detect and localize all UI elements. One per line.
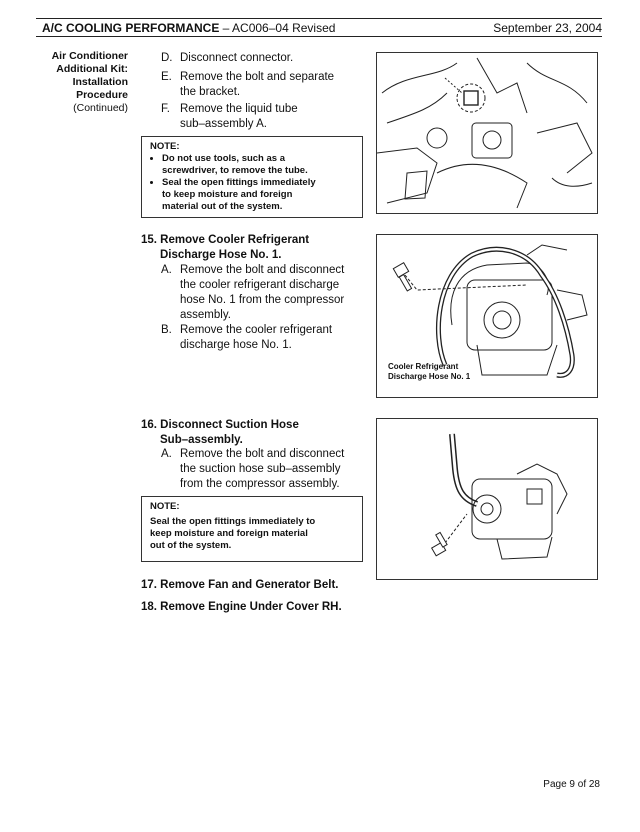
substep-letter: A. [161, 448, 172, 460]
substep-15a [161, 263, 376, 323]
note-box-tools [141, 136, 363, 218]
step-16-heading [141, 418, 371, 448]
note-box-seal [141, 496, 363, 562]
compressor-suction-illustration [377, 419, 597, 579]
substep-f [161, 102, 371, 132]
substep-text: Disconnect connector. [180, 52, 294, 64]
substep-text: the suction hose sub–assembly [180, 463, 341, 475]
document-title [42, 21, 335, 35]
sidebar-line: Procedure [76, 89, 128, 101]
substep-d [161, 51, 371, 66]
engine-bay-illustration [377, 53, 597, 213]
substep-letter: F. [161, 103, 170, 115]
title-bold: A/C COOLING PERFORMANCE [42, 21, 220, 35]
substep-text: hose No. 1 from the compressor [180, 294, 345, 306]
substep-letter: A. [161, 264, 172, 276]
substep-letter: B. [161, 324, 172, 336]
substep-text: Remove the bolt and separate [180, 71, 335, 83]
sidebar-line: Air Conditioner [51, 50, 128, 62]
substep-text: sub–assembly A. [180, 118, 267, 130]
substep-text: the bracket. [180, 86, 241, 98]
substep-text: Remove the liquid tube [180, 103, 298, 115]
step-title-line: 16. Disconnect Suction Hose [141, 419, 299, 431]
substep-text: Remove the cooler refrigerant [180, 324, 333, 336]
step-title-line: Discharge Hose No. 1. [160, 249, 282, 261]
substep-text: discharge hose No. 1. [180, 339, 292, 351]
substep-15b [161, 323, 376, 353]
substep-letter: E. [161, 71, 172, 83]
note-bullet: • Do not use tools, such as a screwdriver, to remove the tube. [162, 153, 354, 177]
sidebar-line: Additional Kit: [56, 63, 128, 75]
figure-discharge-hose [376, 234, 598, 398]
note-heading: NOTE: [150, 141, 180, 152]
sidebar-line: (Continued) [73, 102, 128, 114]
step-18-heading: 18. Remove Engine Under Cover RH. [141, 601, 342, 613]
page-number: Page 9 of 28 [543, 779, 600, 790]
note-bullet: • Seal the open fittings immediately to keep moisture and foreign material out of the system. [162, 177, 354, 213]
substep-text: from the compressor assembly. [180, 478, 340, 490]
figure-suction-hose [376, 418, 598, 580]
substep-text: the cooler refrigerant discharge [180, 279, 340, 291]
sidebar-line: Installation [72, 76, 128, 88]
substep-e [161, 70, 371, 100]
step-title-line: 15. Remove Cooler Refrigerant [141, 234, 310, 246]
step-title-line: Sub–assembly. [160, 434, 243, 446]
page-header [36, 18, 602, 36]
note-heading: NOTE: [150, 501, 180, 512]
header-bottom-rule [36, 36, 602, 37]
substep-text: assembly. [180, 309, 231, 321]
document-date: September 23, 2004 [493, 21, 602, 35]
figure-callout-label: Cooler Refrigerant Discharge Hose No. 1 [388, 362, 471, 381]
substep-16a [161, 447, 376, 492]
section-sidebar [36, 50, 128, 115]
header-top-rule [36, 18, 602, 19]
note-body: Seal the open fittings immediately to keep moisture and foreign material out of the system. [150, 516, 316, 551]
substep-letter: D. [161, 52, 173, 64]
title-revision: – AC006–04 Revised [219, 21, 336, 35]
step-17-heading: 17. Remove Fan and Generator Belt. [141, 579, 339, 591]
step-15-heading [141, 233, 371, 263]
figure-connector-bracket [376, 52, 598, 214]
substep-text: Remove the bolt and disconnect [180, 448, 345, 460]
substep-text: Remove the bolt and disconnect [180, 264, 345, 276]
